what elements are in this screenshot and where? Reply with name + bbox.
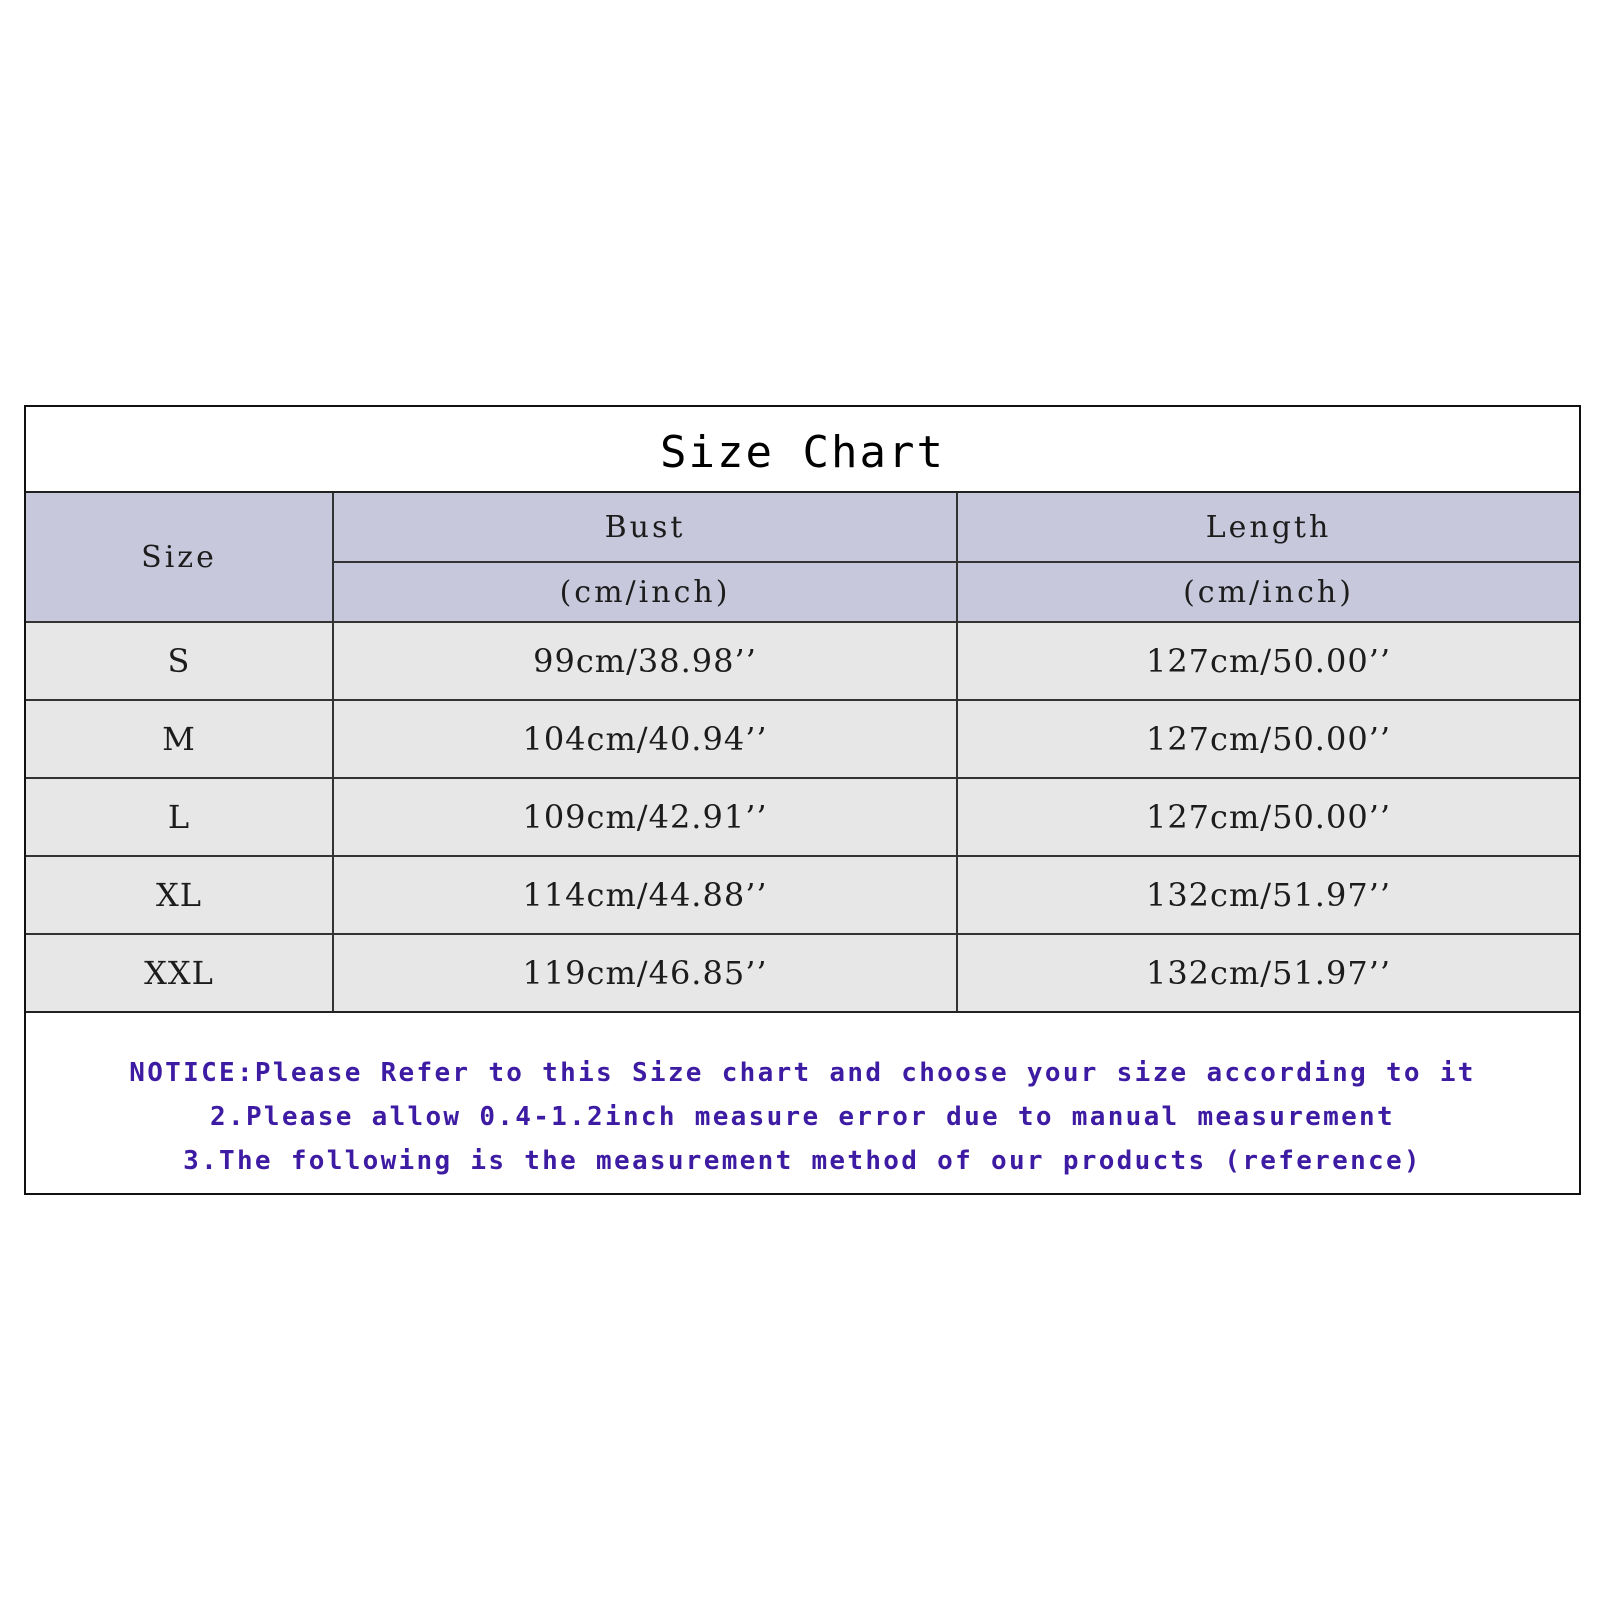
table-row	[26, 934, 1579, 1012]
table-row	[26, 700, 1579, 778]
notice-section	[26, 1018, 1579, 1193]
header-length-unit: (cm/inch)	[957, 562, 1579, 622]
notice-line-2: 2.Please allow 0.4-1.2inch measure error due to manual measurement	[210, 1102, 1395, 1132]
cell-bust: 104cm/40.94’’	[333, 700, 957, 778]
notice-line-3: 3.The following is the measurement method of our products (reference)	[183, 1146, 1422, 1176]
notice-line-1: NOTICE:Please Refer to this Size chart and choose your size according to it	[129, 1058, 1476, 1088]
cell-size: XL	[26, 856, 333, 934]
cell-size: XXL	[26, 934, 333, 1012]
cell-size: M	[26, 700, 333, 778]
header-size: Size	[26, 493, 333, 622]
cell-size: L	[26, 778, 333, 856]
table-row	[26, 622, 1579, 700]
cell-bust: 109cm/42.91’’	[333, 778, 957, 856]
size-chart	[24, 405, 1581, 1195]
table-row	[26, 856, 1579, 934]
header-row	[26, 493, 1579, 562]
header-length: Length	[957, 493, 1579, 562]
cell-bust: 99cm/38.98’’	[333, 622, 957, 700]
cell-bust: 114cm/44.88’’	[333, 856, 957, 934]
cell-length: 132cm/51.97’’	[957, 934, 1579, 1012]
cell-bust: 119cm/46.85’’	[333, 934, 957, 1012]
cell-length: 127cm/50.00’’	[957, 778, 1579, 856]
cell-length: 127cm/50.00’’	[957, 622, 1579, 700]
chart-title: Size Chart	[26, 407, 1579, 493]
size-table	[26, 493, 1579, 1013]
header-bust: Bust	[333, 493, 957, 562]
cell-length: 127cm/50.00’’	[957, 700, 1579, 778]
cell-size: S	[26, 622, 333, 700]
table-row	[26, 778, 1579, 856]
header-bust-unit: (cm/inch)	[333, 562, 957, 622]
cell-length: 132cm/51.97’’	[957, 856, 1579, 934]
